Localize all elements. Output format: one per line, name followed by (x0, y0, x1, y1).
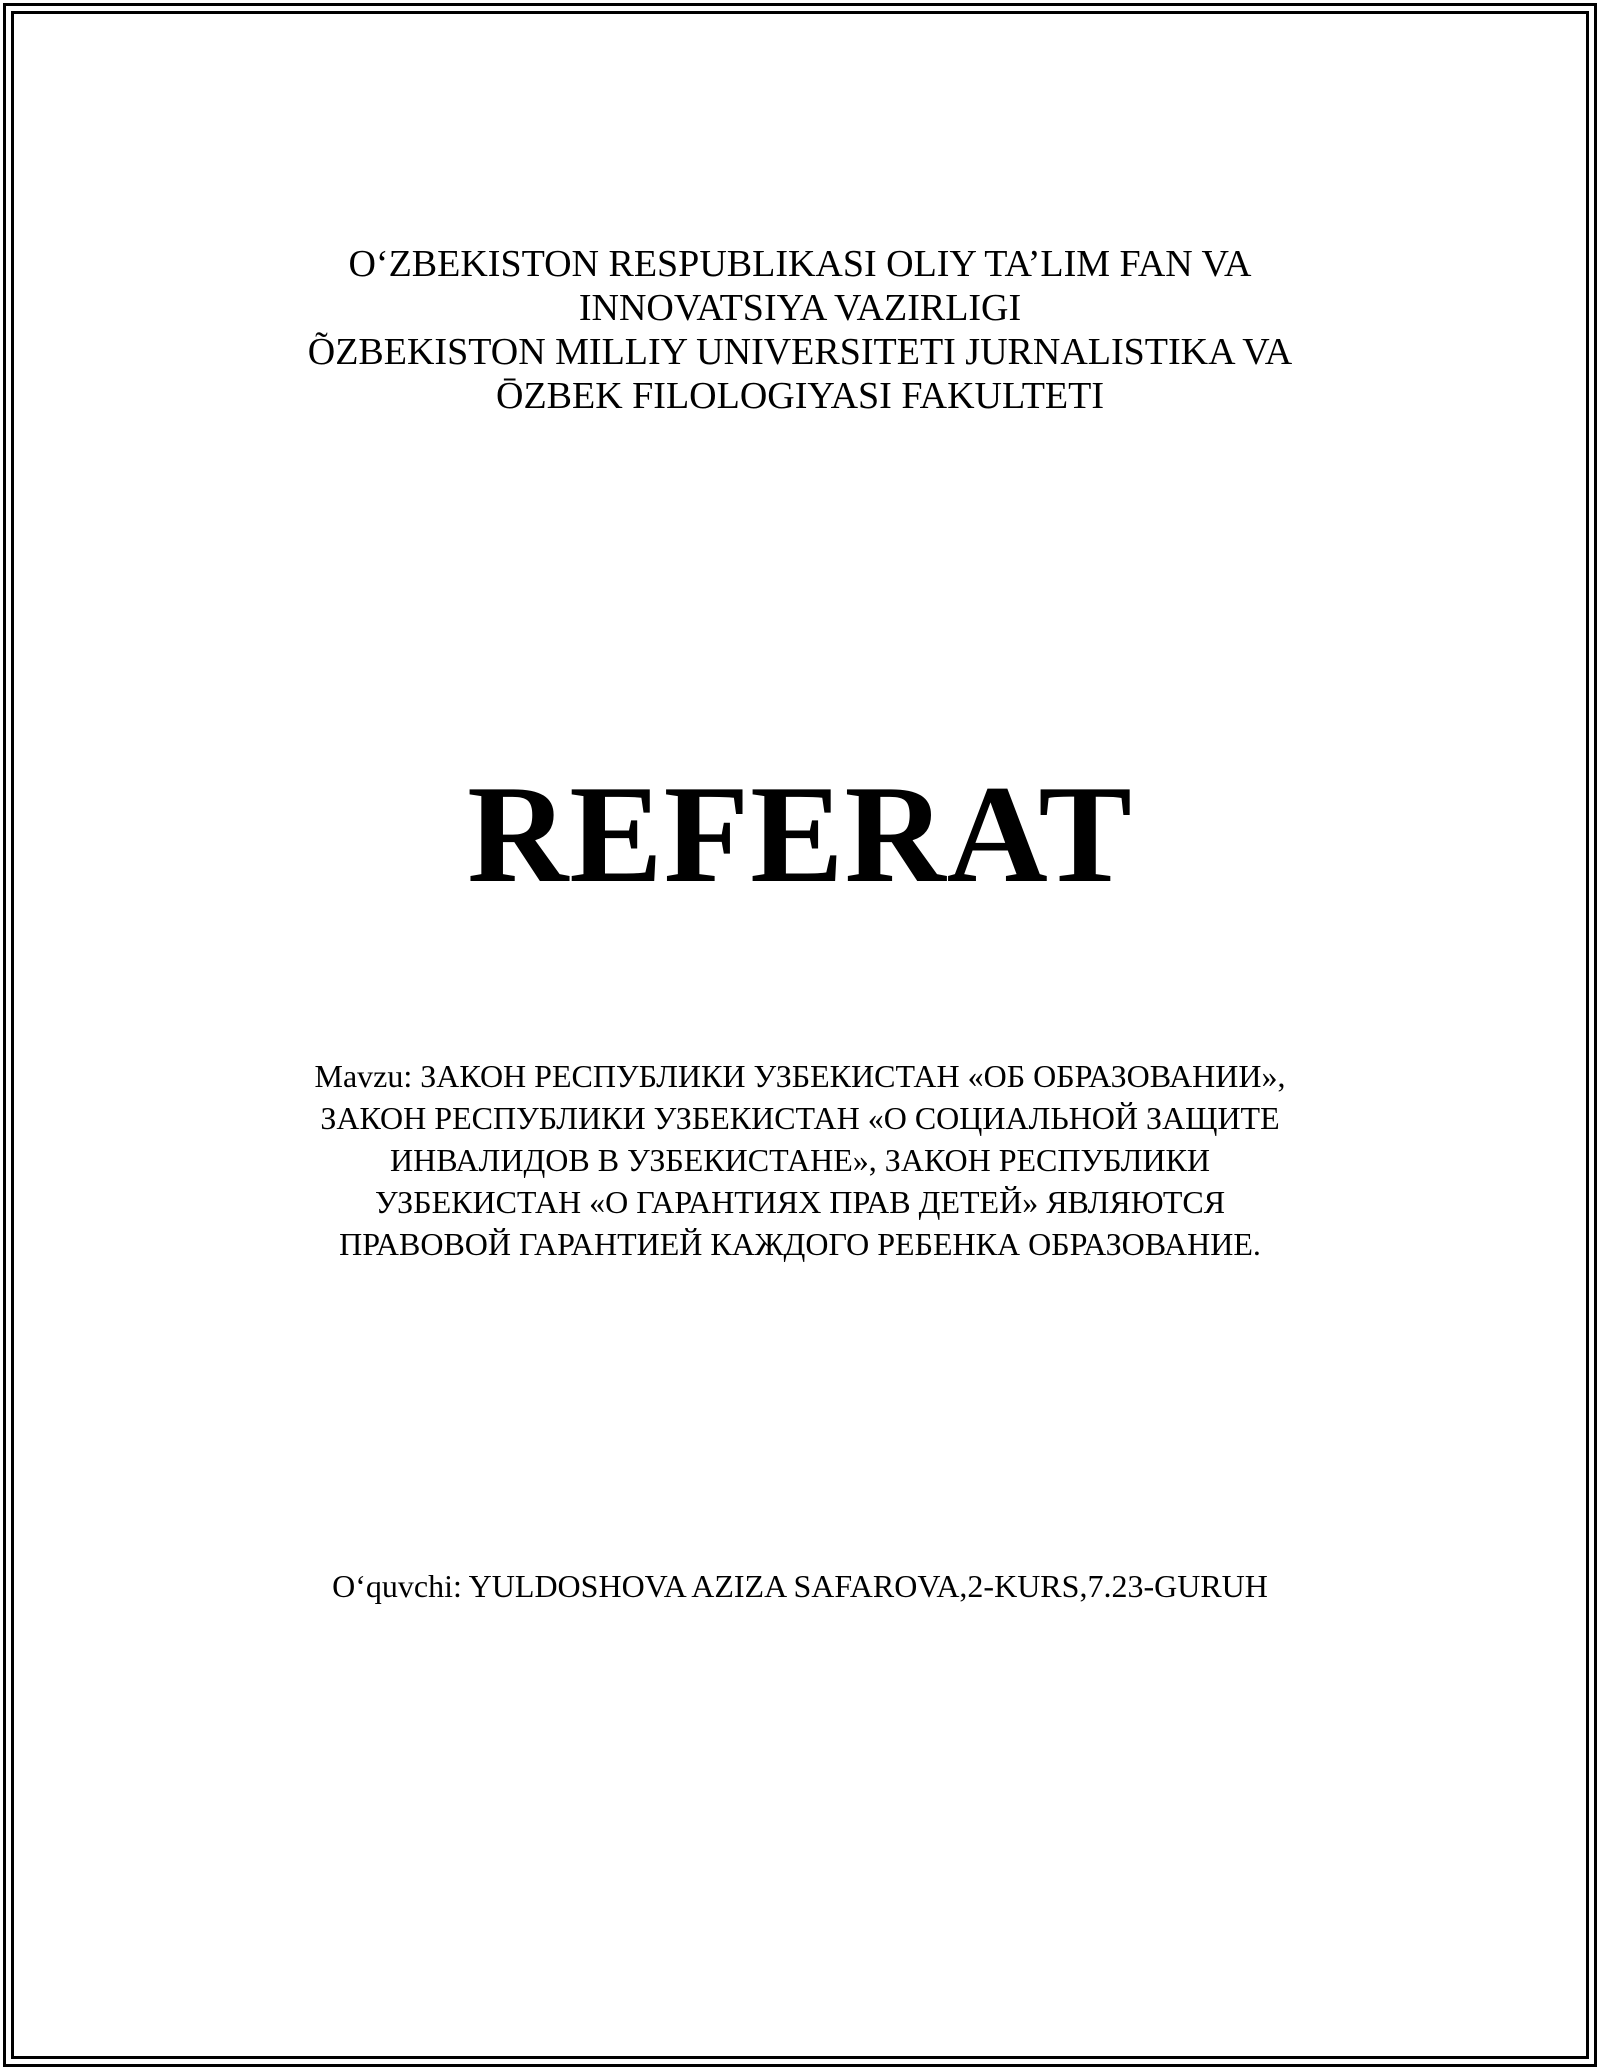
header-line-university-2: ŌZBEK FILOLOGIYASI FAKULTETI (496, 375, 1104, 417)
topic-line-3: ИНВАЛИДОВ В УЗБЕКИСТАНЕ», ЗАКОН РЕСПУБЛИКИ (390, 1142, 1210, 1178)
header-line-ministry-1: O‘ZBEKISTON RESPUBLIKASI OLIY TA’LIM FAN VA (348, 243, 1252, 285)
ministry-header (0, 242, 1600, 418)
document-title: REFERAT (467, 757, 1133, 912)
topic-line-2: ЗАКОН РЕСПУБЛИКИ УЗБЕКИСТАН «О СОЦИАЛЬНОЙ ЗАЩИТЕ (320, 1100, 1280, 1136)
topic-block (0, 1055, 1600, 1265)
student-info: O‘quvchi: YULDOSHOVA AZIZA SAFAROVA,2-KURS,7.23-GURUH (332, 1568, 1268, 1604)
topic-line-1: Mavzu: ЗАКОН РЕСПУБЛИКИ УЗБЕКИСТАН «ОБ ОБРАЗОВАНИИ», (314, 1058, 1286, 1094)
header-line-university-1: ÕZBEKISTON MILLIY UNIVERSITETI JURNALISTIKA VA (307, 331, 1293, 373)
topic-line-4: УЗБЕКИСТАН «О ГАРАНТИЯХ ПРАВ ДЕТЕЙ» ЯВЛЯЮТСЯ (374, 1184, 1226, 1220)
header-line-ministry-2: INNOVATSIYA VAZIRLIGI (578, 287, 1022, 329)
topic-line-5: ПРАВОВОЙ ГАРАНТИЕЙ КАЖДОГО РЕБЕНКА ОБРАЗОВАНИЕ. (339, 1226, 1261, 1262)
